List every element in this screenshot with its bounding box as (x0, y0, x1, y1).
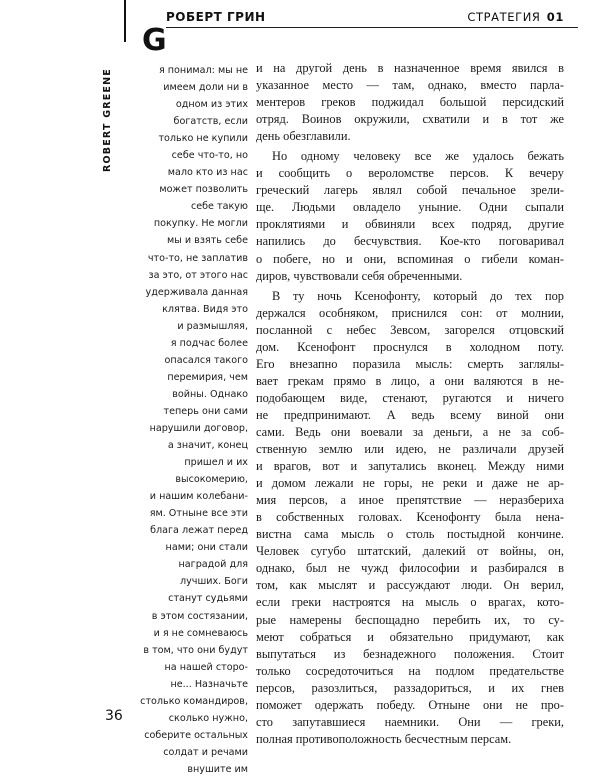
sidebar-line: что-то, не заплатив (147, 252, 248, 264)
text-line: Его внезапно поразила мысль: смерть заглялы- (256, 356, 564, 371)
text-line: том, как мыслят и рассуждают люди. Он верил, (256, 578, 564, 593)
sidebar-line: на нашей сторо- (164, 661, 248, 673)
sidebar-line: теперь они сами (163, 405, 248, 417)
sidebar-line: одном из этих (175, 99, 248, 111)
text-line: отряд. Воинов окружили, схватили и в тот же (256, 112, 564, 127)
sidebar-line: в том, что они будут (143, 644, 248, 656)
sidebar-line: может позволить (159, 184, 248, 196)
text-line: посланной с небес Зевсом, загорелся отцовский (256, 322, 564, 337)
sidebar-line: удерживала данная (145, 286, 248, 298)
text-line: ментеров греков поджидал большой персидский (256, 95, 564, 110)
paragraph (256, 148, 564, 284)
sidebar-line: наградой для (178, 559, 248, 571)
sidebar-line: покупку. Не могли (153, 218, 248, 230)
sidebar-line: опасался такого (164, 354, 248, 366)
text-line: только сосредоточиться на подлом предательстве (256, 663, 564, 678)
sidebar-line: не... Назначьте (170, 678, 248, 690)
sidebar-line: себе что-то, но (171, 150, 248, 162)
text-line: рые намерены беспощадно перебить их, то су- (256, 612, 564, 627)
text-line: вистна сама мысль о столь постыдной кончине. (256, 527, 564, 542)
text-line: полная противоположность бесчестным персам. (256, 731, 512, 746)
top-vertical-rule (124, 0, 126, 42)
text-line: дом. Ксенофонт проснулся в холодном поту. (256, 339, 564, 354)
vertical-author-name: ROBERT GREENE (102, 68, 113, 172)
text-line: держался особняком, приснился сон: от молнии, (256, 305, 564, 320)
greene-logo-letter: G (142, 23, 167, 58)
sidebar-line: имеем доли ни в (163, 82, 248, 94)
sidebar-line: себе такую (190, 201, 248, 213)
sidebar-line: ям. Отныне все эти (149, 508, 248, 520)
text-line: выпутаться из безнадежного положения. Стоит (256, 646, 564, 661)
sidebar-line: соберите остальных (144, 729, 248, 741)
text-line: напились до бесчувствия. Кое-кто поговаривал (256, 234, 564, 249)
text-line: не предпринимают. А ведь всему виной они (256, 407, 564, 422)
main-text-column (256, 60, 564, 751)
text-line: Но одному человеку все же удалось бежать (272, 149, 564, 164)
sidebar-line: нами; они стали (165, 542, 248, 554)
sidebar-line: войны. Однако (172, 388, 248, 400)
sidebar-line: в этом состязании, (151, 610, 248, 622)
sidebar-line: высокомерию, (175, 474, 248, 486)
sidebar-line: блага лежат перед (150, 525, 248, 537)
text-line: указанное место — там, однако, вместо парла- (256, 78, 564, 93)
text-line: персов, разозлиться, раззадориться, и их гнев (256, 680, 564, 695)
sidebar-line: я подчас более (170, 337, 248, 349)
text-line: мия персов, а иное препятствие — неразбериха (256, 493, 564, 508)
sidebar-line: и нашим колебани- (149, 491, 248, 503)
text-line: сто запутавшиеся наемники. Они — греки, (256, 714, 564, 729)
text-line: день обезглавили. (256, 129, 351, 144)
running-header-author: РОБЕРТ ГРИН (166, 10, 266, 24)
sidebar-line: станут судьями (168, 593, 248, 605)
sidebar-line: и я не сомневаюсь (153, 627, 248, 639)
running-header-section (467, 10, 564, 24)
text-line: и домом лежали не горы, не реки и даже не ар- (256, 476, 564, 491)
sidebar-line: а значит, конец (167, 440, 248, 452)
sidebar-quote (126, 62, 248, 778)
page-number: 36 (105, 708, 123, 724)
sidebar-line: богатств, если (173, 116, 248, 128)
text-line: о побеге, но и они, вспоминая о гибели коман- (256, 251, 564, 266)
text-line: меют собраться и обязательно придумают, как (256, 629, 564, 644)
sidebar-line: нарушили договор, (149, 422, 248, 434)
text-line: В ту ночь Ксенофонту, который до тех пор (272, 288, 564, 303)
text-line: поможет одержать победу. Отныне они не про- (256, 697, 564, 712)
sidebar-line: внушите им (187, 763, 248, 775)
sidebar-line: перемирия, чем (167, 371, 248, 383)
sidebar-line: пришел и их (184, 457, 248, 469)
sidebar-line: и размышляя, (177, 320, 248, 332)
section-title: СТРАТЕГИЯ (467, 10, 541, 24)
text-line: и сообщить о вероломстве персов. К вечеру (256, 166, 564, 181)
paragraph (256, 288, 564, 748)
text-line: греческий лагерь являл собой печальное зрели- (256, 183, 564, 198)
text-line: и на другой день в назначенное время явился в (256, 61, 564, 75)
sidebar-line: лучших. Боги (180, 576, 248, 588)
sidebar-line: мы и взять себе (167, 235, 248, 247)
sidebar-line: столько командиров, (140, 695, 248, 707)
sidebar-line: я понимал: мы не (158, 65, 248, 76)
section-number: 01 (546, 10, 564, 24)
text-line: в собственных головах. Ксенофонту была нена- (256, 510, 564, 525)
paragraph (256, 60, 564, 145)
sidebar-line: клятва. Видя это (162, 303, 248, 315)
text-line: если греки настроятся на мысль о врагах, кото- (256, 595, 564, 610)
text-line: подобающем виде, стенают, ругаются и ничего (256, 390, 564, 405)
text-line: и врагов, вот и запутались вконец. Между ними (256, 459, 564, 474)
header-divider (166, 27, 578, 28)
sidebar-line: за это, от этого нас (148, 269, 248, 281)
sidebar-line: мало кто из нас (167, 167, 248, 179)
text-line: сами. Ведь они воевали за деньги, а не за соб- (256, 424, 564, 439)
text-line: однако, был не чужд философии и разбирался в (256, 561, 564, 576)
text-line: проклятиями и обвиняли всех подряд, другие (256, 217, 564, 232)
text-line: ственную землю или идею, не различали друзей (256, 442, 564, 457)
text-line: Человек сугубо штатский, далекий от войны, он, (256, 544, 564, 559)
sidebar-line: только не купили (158, 133, 248, 145)
text-line: вает грекам прямо в лицо, а они валяются в не- (256, 373, 564, 388)
sidebar-line: сколько нужно, (168, 712, 248, 724)
text-line: ще. Людьми овладело уныние. Одни сыпали (256, 200, 564, 215)
sidebar-line: солдат и речами (163, 746, 248, 758)
text-line: диров, чувствовали себя обреченными. (256, 268, 463, 283)
